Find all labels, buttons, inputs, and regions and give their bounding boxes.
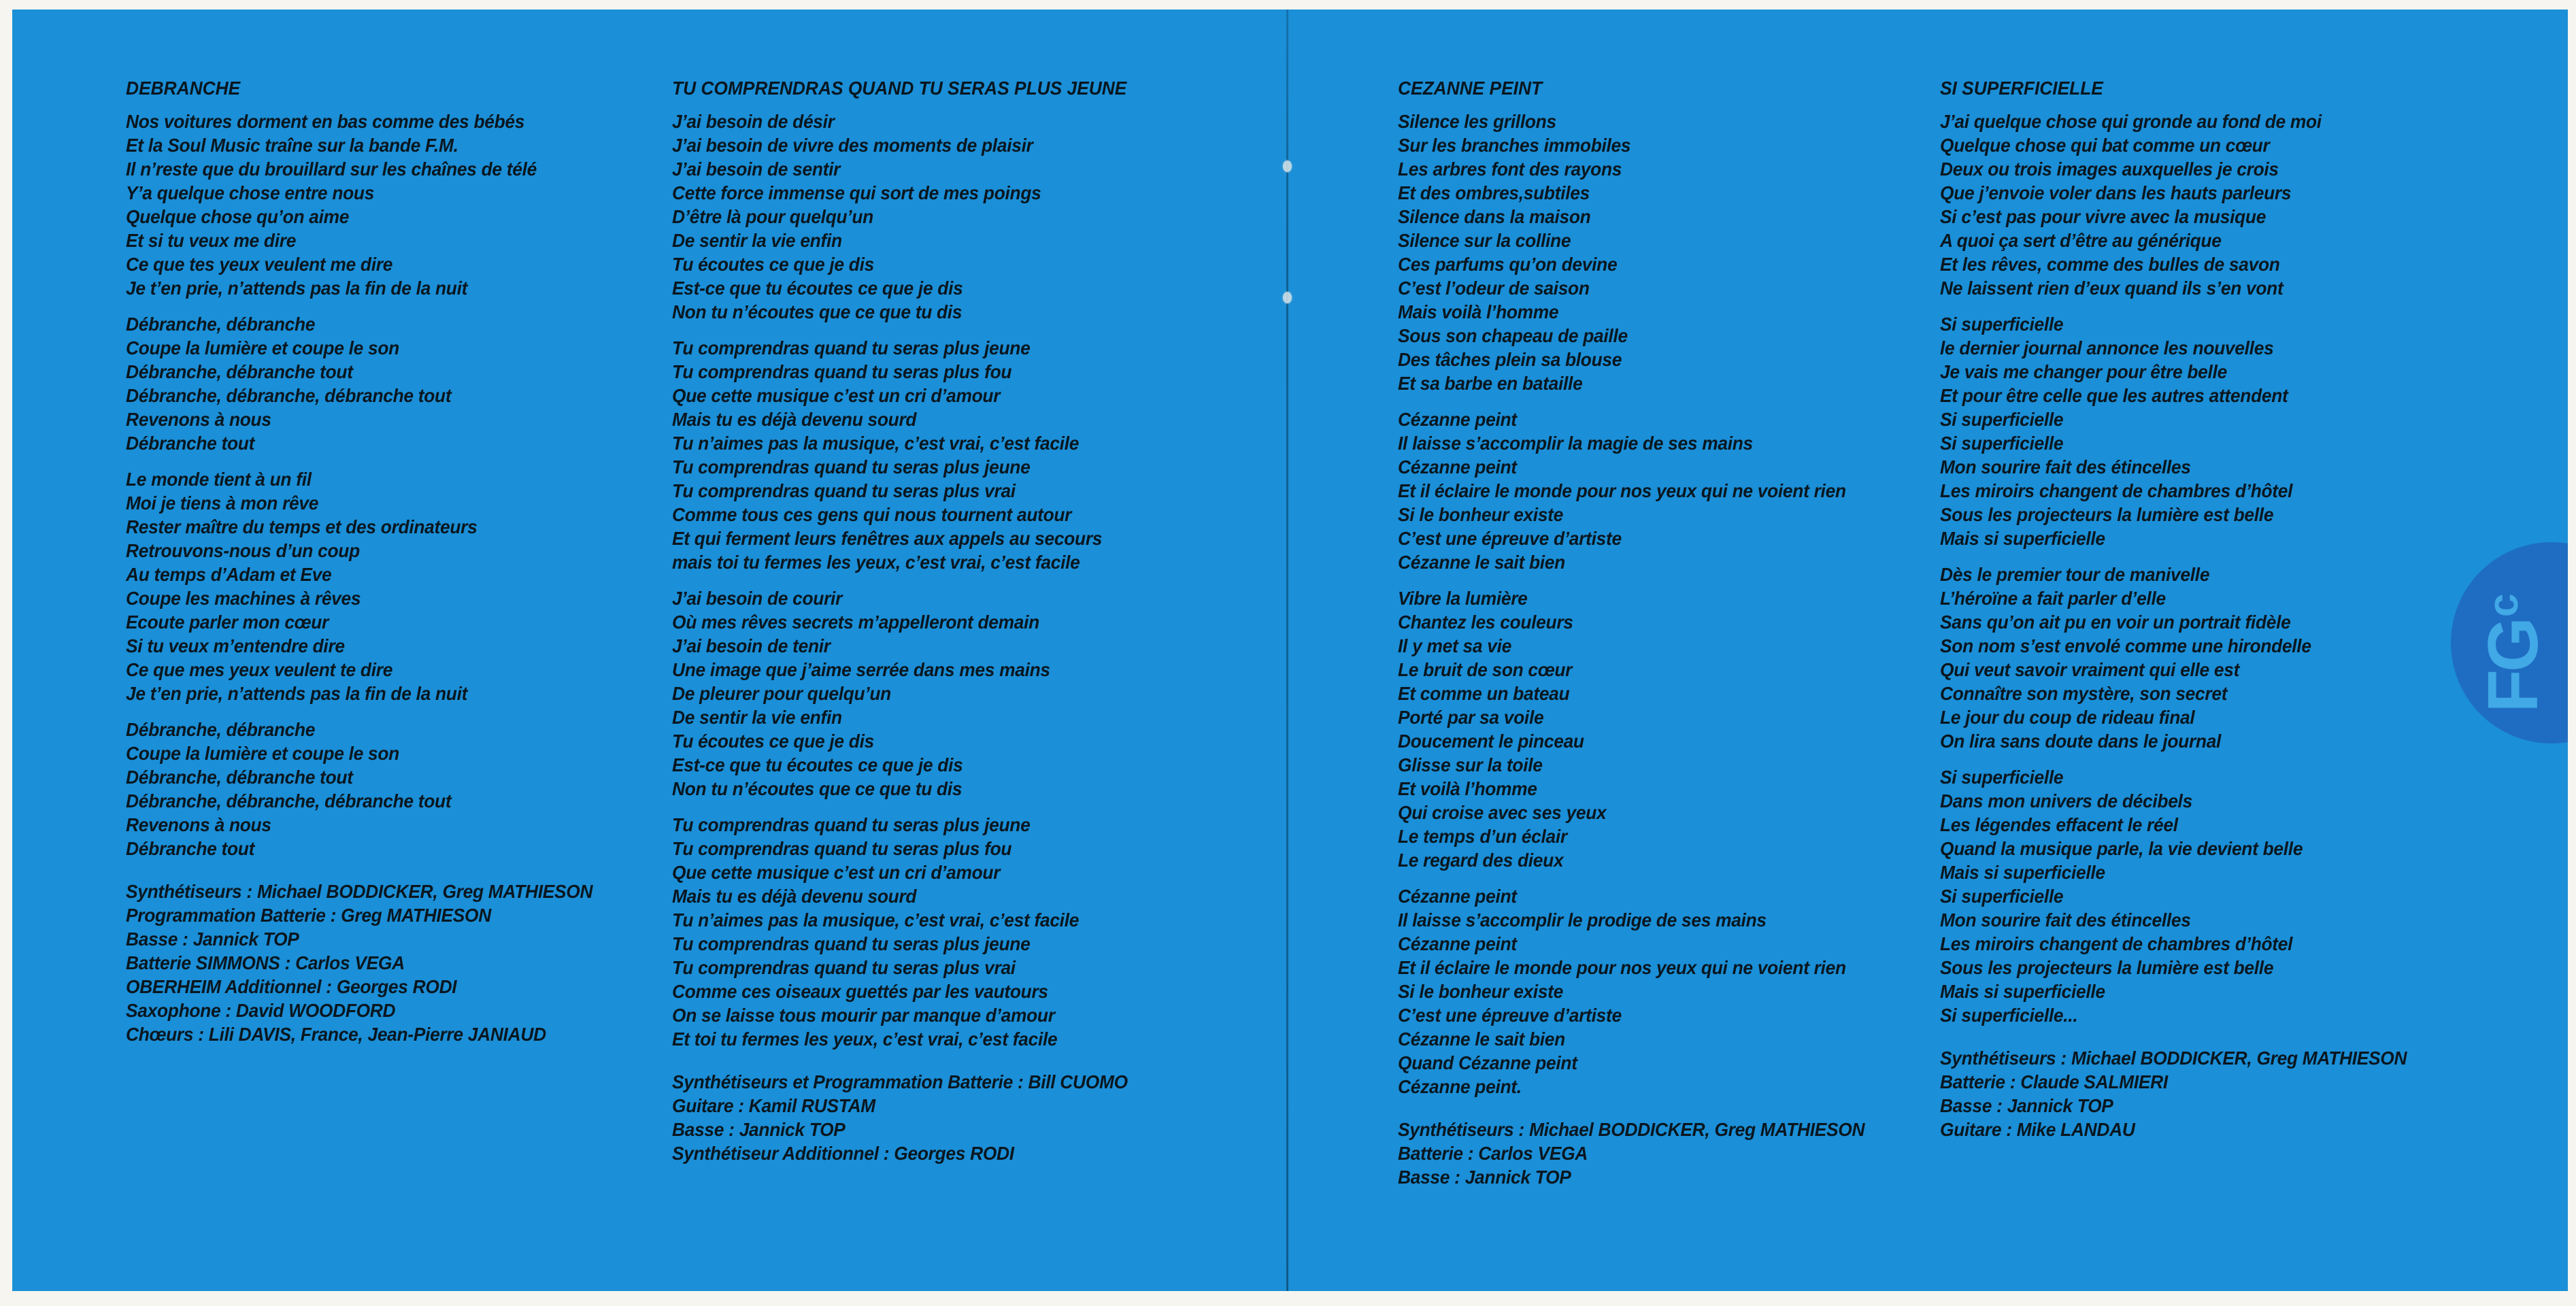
lyric-line: Mais tu es déjà devenu sourd [672,409,917,430]
lyric-line: Et comme un bateau [1398,683,1570,704]
lyric-line: De sentir la vie enfin [672,707,842,728]
lyric-line: Silence dans la maison [1398,206,1591,227]
lyric-line: Chantez les couleurs [1398,612,1573,633]
lyric-line: Débranche, débranche tout [126,767,353,788]
lyric-line: Au temps d’Adam et Eve [126,564,332,585]
lyric-line: Cézanne le sait bien [1398,552,1565,573]
credit-line: Synthétiseurs : Michael BODDICKER, Greg MATHIESON [1940,1048,2407,1069]
lyric-line: C’est une épreuve d’artiste [1398,528,1622,549]
lyric-line: Que j’envoie voler dans les hauts parleurs [1940,182,2292,203]
lyric-line: Cézanne peint [1398,933,1517,954]
credit-line: Synthétiseurs et Programmation Batterie : Bill CUOMO [672,1071,1128,1092]
lyric-line: Tu comprendras quand tu seras plus jeune [672,814,1031,835]
center-fold [1286,10,1288,1291]
lyric-line: Tu comprendras quand tu seras plus jeune [672,933,1031,954]
lyric-line: Tu comprendras quand tu seras plus jeune [672,337,1031,358]
lyric-line: Mais si superficielle [1940,862,2105,883]
lyric-line: Revenons à nous [126,409,271,430]
lyric-line: Et qui ferment leurs fenêtres aux appels au secours [672,528,1103,549]
lyric-line: J’ai quelque chose qui gronde au fond de moi [1940,111,2322,132]
lyric-line: Si superficielle... [1940,1005,2078,1026]
stanza [126,718,656,860]
lyric-line: Si superficielle [1940,767,2064,788]
stanza [672,586,1203,801]
stanza [126,312,656,455]
lyric-line: Coupe les machines à rêves [126,588,361,609]
stanza [126,110,656,300]
lyric-line: Il laisse s’accomplir la magie de ses mains [1398,433,1753,454]
lyric-line: Retrouvons-nous d’un coup [126,540,360,561]
lyric-line: Mais tu es déjà devenu sourd [672,886,917,907]
credit-line: Batterie SIMMONS : Carlos VEGA [126,952,405,973]
fgc-logo-text [2413,554,2568,755]
lyric-line: Que cette musique c’est un cri d’amour [672,385,1001,406]
lyric-line: Si superficielle [1940,314,2064,335]
lyric-line: J’ai besoin de tenir [672,635,831,656]
lyric-line: Est-ce que tu écoutes ce que je dis [672,278,963,299]
lyric-line: Et des ombres,subtiles [1398,182,1590,203]
lyric-line: Tu comprendras quand tu seras plus vrai [672,480,1016,501]
lyric-line: Et si tu veux me dire [126,230,297,251]
lyric-line: Porté par sa voile [1398,707,1544,728]
stanza [126,467,656,705]
song-title: DEBRANCHE [126,78,241,99]
credit-line: Basse : Jannick TOP [126,928,299,950]
lyric-line: Qui veut savoir vraiment qui elle est [1940,659,2240,680]
stanza [1940,765,2471,1027]
lyric-line: Quelque chose qui bat comme un cœur [1940,135,2270,156]
credits-block [1940,1046,2471,1141]
lyric-line: Cézanne peint [1398,409,1517,430]
lyric-line: J’ai besoin de sentir [672,158,841,180]
lyric-line: Tu comprendras quand tu seras plus fou [672,361,1012,382]
stanza [1940,110,2471,300]
lyric-line: Quand Cézanne peint [1398,1052,1577,1073]
lyric-line: J’ai besoin de vivre des moments de plaisir [672,135,1033,156]
lyric-line: Vibre la lumière [1398,588,1528,609]
lyric-line: Et il éclaire le monde pour nos yeux qui ne voient rien [1398,480,1846,501]
lyric-line: Doucement le pinceau [1398,731,1584,752]
credit-line: Chœurs : Lili DAVIS, France, Jean-Pierre JANIAUD [126,1024,546,1045]
lyric-line: Et les rêves, comme des bulles de savon [1940,254,2280,275]
credit-line: Synthétiseurs : Michael BODDICKER, Greg MATHIESON [1398,1119,1865,1140]
lyric-line: Le jour du coup de rideau final [1940,707,2195,728]
lyric-line: Si le bonheur existe [1398,981,1564,1002]
credit-line: Synthétiseur Additionnel : Georges RODI [672,1143,1014,1164]
lyric-line: Comme tous ces gens qui nous tournent autour [672,504,1072,525]
lyric-line: Si tu veux m’entendre dire [126,635,345,656]
lyric-line: Silence sur la colline [1398,230,1571,251]
lyric-line: Les miroirs changent de chambres d’hôtel [1940,480,2293,501]
song-title: TU COMPRENDRAS QUAND TU SERAS PLUS JEUNE [672,78,1127,99]
lyric-line: Débranche, débranche, débranche tout [126,385,452,406]
lyric-line: Cette force immense qui sort de mes poings [672,182,1041,203]
lyric-line: Quelque chose qu’on aime [126,206,350,227]
stanza [672,813,1203,1051]
lyric-line: A quoi ça sert d’être au générique [1940,230,2222,251]
lyric-line: Glisse sur la toile [1398,754,1543,775]
lyric-line: Non tu n’écoutes que ce que tu dis [672,301,963,322]
fold-speck [1283,161,1292,172]
lyric-line: Si c’est pas pour vivre avec la musique [1940,206,2266,227]
lyric-line: mais toi tu fermes les yeux, c’est vrai, c’est facile [672,552,1080,573]
song-body [1398,110,1928,1189]
lyric-line: Tu comprendras quand tu seras plus jeune [672,456,1031,478]
lyric-line: Mais si superficielle [1940,981,2105,1002]
lyric-line: Tu n’aimes pas la musique, c’est vrai, c’est facile [672,909,1080,931]
lyric-line: Il laisse s’accomplir le prodige de ses mains [1398,909,1767,931]
lyric-line: Tu comprendras quand tu seras plus fou [672,838,1012,859]
lyric-line: Non tu n’écoutes que ce que tu dis [672,778,963,799]
lyric-line: Mais voilà l’homme [1398,301,1559,322]
credits-block [126,880,656,1046]
lyric-line: Débranche tout [126,838,255,859]
lyric-line: Dans mon univers de décibels [1940,790,2192,811]
lyric-line: J’ai besoin de désir [672,111,835,132]
song-body [126,110,656,1046]
song-title: SI SUPERFICIELLE [1940,78,2103,99]
lyric-line: C’est une épreuve d’artiste [1398,1005,1622,1026]
lyric-line: C’est l’odeur de saison [1398,278,1590,299]
song-column-cezanne-peint [1398,76,1928,1189]
fgc-logo-sub: c [2480,596,2528,618]
lyric-line: Revenons à nous [126,814,271,835]
lyric-line: Tu écoutes ce que je dis [672,254,874,275]
lyric-line: Les arbres font des rayons [1398,158,1622,180]
lyric-line: Il n’reste que du brouillard sur les chaînes de télé [126,158,537,180]
lyric-line: Dès le premier tour de manivelle [1940,564,2210,585]
credit-line: Basse : Jannick TOP [1398,1167,1571,1188]
lyric-line: Les légendes effacent le réel [1940,814,2178,835]
credit-line: Basse : Jannick TOP [1940,1095,2113,1116]
lyric-line: Que cette musique c’est un cri d’amour [672,862,1001,883]
lyric-line: L’héroïne a fait parler d’elle [1940,588,2166,609]
lyric-line: Coupe la lumière et coupe le son [126,337,399,358]
lyric-line: Cézanne peint. [1398,1076,1522,1097]
lyric-line: Moi je tiens à mon rêve [126,492,319,514]
lyric-line: Sans qu’on ait pu en voir un portrait fidèle [1940,612,2291,633]
song-body [672,110,1203,1165]
lyric-line: Sur les branches immobiles [1398,135,1631,156]
song-column-tu-comprendras [672,76,1203,1165]
lyric-line: Rester maître du temps et des ordinateurs [126,516,478,537]
lyric-line: Je t’en prie, n’attends pas la fin de la nuit [126,683,468,704]
song-title: CEZANNE PEINT [1398,78,1543,99]
lyric-line: Ne laissent rien d’eux quand ils s’en vont [1940,278,2284,299]
lyric-line: D’être là pour quelqu’un [672,206,873,227]
fold-speck [1283,292,1292,303]
credit-line: Guitare : Mike LANDAU [1940,1119,2135,1140]
booklet-spread [12,10,2568,1291]
lyric-line: Cézanne peint [1398,886,1517,907]
lyric-line: Et voilà l’homme [1398,778,1537,799]
lyric-line: Où mes rêves secrets m’appelleront demain [672,612,1039,633]
lyric-line: Tu comprendras quand tu seras plus vrai [672,957,1016,978]
stanza [1398,884,1928,1099]
lyric-line: Le temps d’un éclair [1398,826,1567,847]
stanza [1398,110,1928,395]
lyric-line: Débranche, débranche tout [126,361,353,382]
lyric-line: Quand la musique parle, la vie devient belle [1940,838,2303,859]
lyric-line: Je t’en prie, n’attends pas la fin de la nuit [126,278,468,299]
lyric-line: Cézanne peint [1398,456,1517,478]
lyric-line: Et toi tu fermes les yeux, c’est vrai, c’est facile [672,1028,1058,1050]
lyric-line: Silence les grillons [1398,111,1556,132]
credits-block [672,1070,1203,1165]
lyric-line: Coupe la lumière et coupe le son [126,743,399,764]
stanza [672,110,1203,324]
lyric-line: Qui croise avec ses yeux [1398,802,1607,823]
lyric-line: Ce que mes yeux veulent te dire [126,659,393,680]
lyric-line: Deux ou trois images auxquelles je crois [1940,158,2279,180]
lyric-line: Nos voitures dorment en bas comme des bébés [126,111,525,132]
stanza [672,336,1203,574]
lyric-line: Des tâches plein sa blouse [1398,349,1622,370]
lyric-line: Cézanne le sait bien [1398,1028,1565,1050]
lyric-line: Est-ce que tu écoutes ce que je dis [672,754,963,775]
lyric-line: J’ai besoin de courir [672,588,843,609]
lyric-line: Le regard des dieux [1398,850,1564,871]
lyric-line: Si le bonheur existe [1398,504,1564,525]
lyric-line: Mon sourire fait des étincelles [1940,456,2191,478]
lyric-line: Débranche, débranche [126,719,316,740]
lyric-line: Et il éclaire le monde pour nos yeux qui ne voient rien [1398,957,1846,978]
lyric-line: Si superficielle [1940,409,2064,430]
lyric-line: Débranche, débranche, débranche tout [126,790,452,811]
lyric-line: Je vais me changer pour être belle [1940,361,2227,382]
lyric-line: Tu n’aimes pas la musique, c’est vrai, c’est facile [672,433,1080,454]
lyric-line: Ecoute parler mon cœur [126,612,329,633]
record-label-logo [2451,542,2568,743]
lyric-line: Y’a quelque chose entre nous [126,182,375,203]
lyric-line: Mais si superficielle [1940,528,2105,549]
lyric-line: Les miroirs changent de chambres d’hôtel [1940,933,2293,954]
credit-line: Programmation Batterie : Greg MATHIESON [126,905,491,926]
stanza [1940,563,2471,753]
credit-line: Basse : Jannick TOP [672,1119,846,1140]
song-body [1940,110,2471,1141]
lyric-line: Comme ces oiseaux guettés par les vautours [672,981,1048,1002]
fgc-logo-main: FG [2473,620,2553,713]
credits-block [1398,1118,1928,1189]
credit-line: Saxophone : David WOODFORD [126,1000,396,1021]
stanza [1940,312,2471,550]
lyric-line: Tu écoutes ce que je dis [672,731,874,752]
lyric-line: Son nom s’est envolé comme une hirondelle [1940,635,2311,656]
stanza [1398,586,1928,872]
lyric-line: Le monde tient à un fil [126,469,312,490]
lyric-line: Sous son chapeau de paille [1398,325,1628,346]
credit-line: Guitare : Kamil RUSTAM [672,1095,875,1116]
song-column-si-superficielle [1940,76,2471,1141]
lyric-line: Et la Soul Music traîne sur la bande F.M. [126,135,458,156]
lyric-line: Si superficielle [1940,886,2064,907]
lyric-line: Et sa barbe en bataille [1398,373,1583,394]
lyric-line: De pleurer pour quelqu’un [672,683,891,704]
lyric-line: Et pour être celle que les autres attendent [1940,385,2288,406]
lyric-line: Débranche tout [126,433,255,454]
lyric-line: Ces parfums qu’on devine [1398,254,1618,275]
lyric-line: Sous les projecteurs la lumière est belle [1940,957,2274,978]
credit-line: Batterie : Claude SALMIERI [1940,1071,2168,1092]
credit-line: OBERHEIM Additionnel : Georges RODI [126,976,457,997]
credit-line: Synthétiseurs : Michael BODDICKER, Greg MATHIESON [126,881,593,902]
lyric-line: On se laisse tous mourir par manque d’amour [672,1005,1055,1026]
song-column-debranche [126,76,656,1046]
lyric-line: Ce que tes yeux veulent me dire [126,254,393,275]
stanza [1398,407,1928,574]
lyric-line: Le bruit de son cœur [1398,659,1573,680]
credit-line: Batterie : Carlos VEGA [1398,1143,1588,1164]
lyric-line: On lira sans doute dans le journal [1940,731,2222,752]
lyric-line: Sous les projecteurs la lumière est belle [1940,504,2274,525]
lyric-line: Mon sourire fait des étincelles [1940,909,2191,931]
lyric-line: Si superficielle [1940,433,2064,454]
lyric-line: Débranche, débranche [126,314,316,335]
lyric-line: Une image que j’aime serrée dans mes mains [672,659,1050,680]
lyric-line: le dernier journal annonce les nouvelles [1940,337,2274,358]
lyric-line: Il y met sa vie [1398,635,1511,656]
lyric-line: Connaître son mystère, son secret [1940,683,2228,704]
lyric-line: De sentir la vie enfin [672,230,842,251]
